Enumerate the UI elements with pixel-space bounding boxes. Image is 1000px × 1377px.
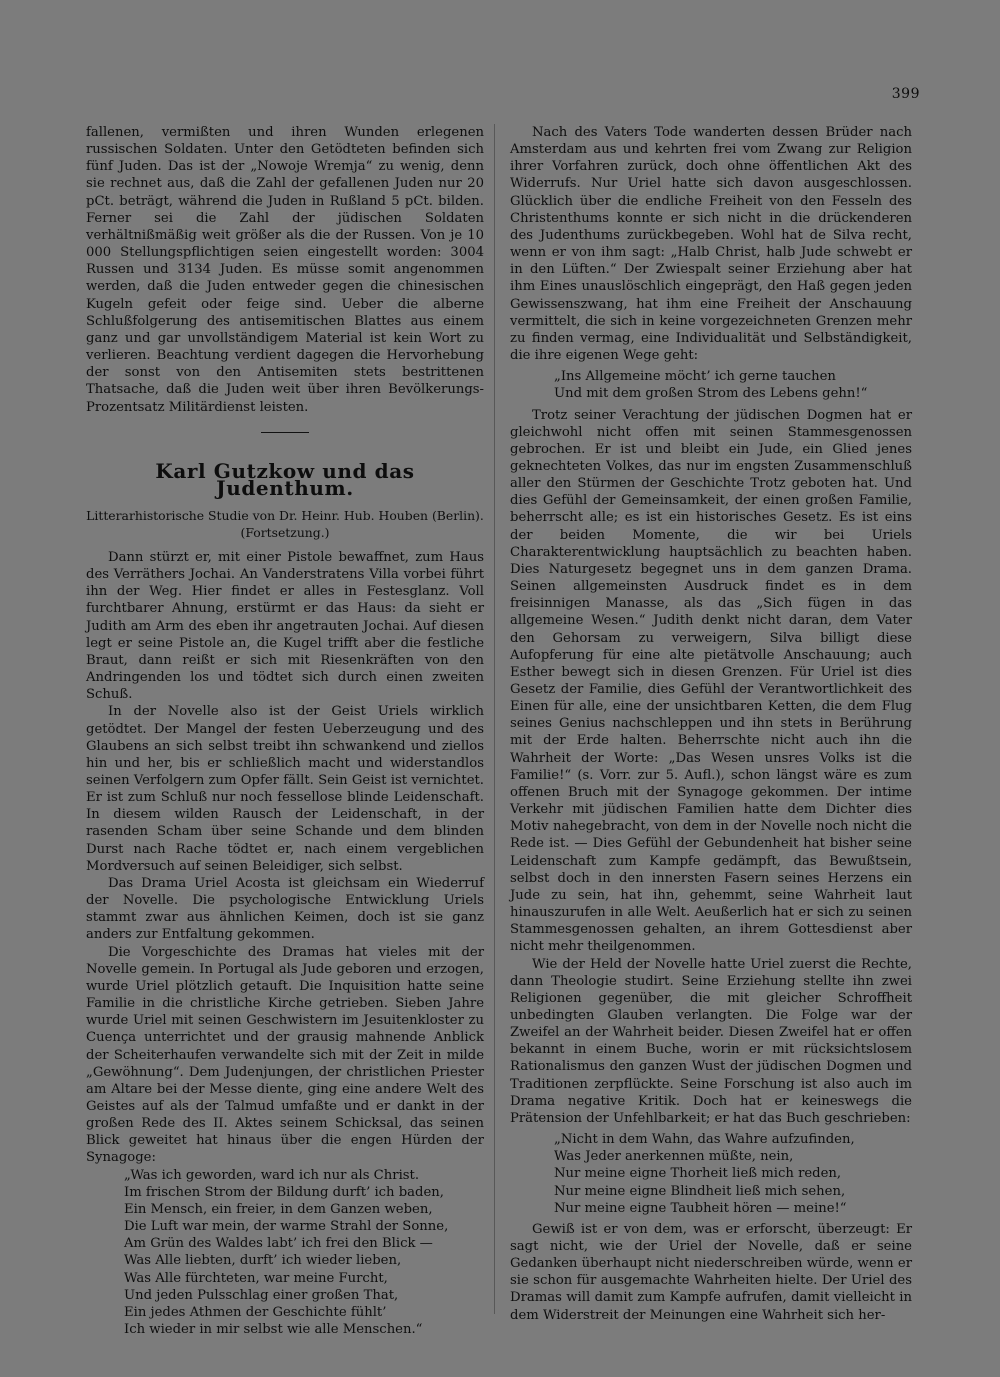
left-paragraph-4: Das Drama Uriel Acosta ist gleichsam ein Wiederruf der Novelle. Die psychologische Entwicklung Uriels stammt zwar aus ähnlichen Keimen, doch ist sie ganz anders zur Entfaltung gekommen. <box>86 875 484 943</box>
verse-line: Ein Mensch, ein freier, in dem Ganzen weben, <box>124 1201 433 1217</box>
page-number: 399 <box>891 86 920 102</box>
right-paragraph-4: Gewiß ist er von dem, was er erforscht, überzeugt: Er sagt nicht, wie der Uriel der Novelle, daß er seine Gedanken überhaupt nicht niederschreiben würde, wenn er sie schon für ausgemachte Wahrheiten hielte. Der Uriel des Dramas will damit zum Kampfe aufrufen, damit vielleicht in dem Widerstreit der Meinungen eine Wahrheit sich her- <box>510 1221 912 1323</box>
verse-line: Was Alle fürchteten, war meine Furcht, <box>124 1270 388 1286</box>
verse-line: „Ins Allgemeine möcht’ ich gerne tauchen <box>554 369 836 385</box>
left-verse-quote <box>86 1167 484 1339</box>
verse-line: Nur meine eigne Blindheit ließ mich sehen, <box>554 1183 846 1199</box>
verse-line: Am Grün des Waldes labt’ ich frei den Blick — <box>124 1236 433 1252</box>
right-paragraph-3: Wie der Held der Novelle hatte Uriel zuerst die Rechte, dann Theologie studirt. Seine Erziehung stellte ihn zwei Religionen gegenüber, die mit gleicher Schroffheit unbedingten Glauben verlangten. Die Folge war der Zweifel an der Wahrheit beider. Diesen Zweifel hat er offen bekannt in einem Buche, worin er mit rücksichtslosem Rationalismus den ganzen Wust der jüdischen Dogmen und Traditionen zerpflückte. Seine Forschung ist also auch im Drama negative Kritik. Doch hat er keineswegs die Prätension der Unfehlbarkeit; er hat das Buch geschrieben: <box>510 956 912 1126</box>
right-verse-quote-1 <box>510 368 912 402</box>
article-title: Karl Gutzkow und das Judenthum. <box>155 458 415 500</box>
left-paragraph-3: In der Novelle also ist der Geist Uriels wirklich getödtet. Der Mangel der festen Ueberzeugung und des Glaubens an sich selbst treibt ihn schwankend und ziellos hin und her, bis er schließlich macht und widerstandlos seinen Verfolgern zum Opfer fällt. Sein Geist ist vernichtet. Er ist zum Schluß nur noch fessellose blinde Leidenschaft. In diesem wilden Rausch der Leidenschaft, in der rasenden Scham über seine Schande und dem blinden Durst nach Rache tödtet er, nach einem vergeblichen Mordversuch auf seinen Beleidiger, sich selbst. <box>86 704 484 874</box>
verse-line: Im frischen Strom der Bildung durft’ ich baden, <box>124 1184 444 1200</box>
article-subtitle: Litterarhistorische Studie von Dr. Heinr. Hub. Houben (Berlin). <box>86 507 484 523</box>
verse-line: Nur meine eigne Taubheit hören — meine!“ <box>554 1200 847 1216</box>
right-verse-quote-2 <box>510 1131 912 1217</box>
verse-line: Die Luft war mein, der warme Strahl der Sonne, <box>124 1219 449 1235</box>
right-paragraph-1: Nach des Vaters Tode wanderten dessen Brüder nach Amsterdam aus und kehrten frei vom Zwang zur Religion ihrer Vorfahren zurück, doch ohne öffentlichen Akt des Widerrufs. Nur Uriel hatte sich davon ausgeschlossen. Glücklich über die endliche Freiheit von den Fesseln des Christenthums konnte er sich nicht in die drückenderen des Judenthums zurückbegeben. Wohl hat de Silva recht, wenn er von ihm sagt: „Halb Christ, halb Jude schwebt er in den Lüften.“ Der Zwiespalt seiner Erziehung aber hat ihm Eines unauslöschlich eingeprägt, den Haß gegen jeden Gewissenszwang, hat ihm eine Freiheit der Anschauung vermittelt, die sich in keine vorgezeichneten Grenzen mehr zu finden vermag, eine Individualität und Selbständigkeit, die ihre eigenen Wege geht: <box>510 125 912 364</box>
column-divider <box>494 124 495 1314</box>
left-paragraph-5: Die Vorgeschichte des Dramas hat vieles mit der Novelle gemein. In Portugal als Jude geboren und erzogen, wurde Uriel plötzlich getauft. Die Inquisition hatte seine Familie in die christliche Kirche getrieben. Sieben Jahre wurde Uriel mit seinen Geschwistern im Jesuitenkloster zu Cuença unterrichtet und der grausig mahnende Anblick der Scheiterhaufen verwandelte sich mit der Zeit in milde „Gewöhnung“. Dem Judenjungen, der christlichen Priester am Altare bei der Messe diente, ging eine andere Welt des Geistes auf als der Talmud umfaßte und er dankt in der großen Rede des II. Aktes seinem Schicksal, das seinen Blick geweitet hat hinaus über die engen Hürden der Synagoge: <box>86 944 484 1166</box>
right-column <box>510 124 912 1324</box>
article-continued-note: (Fortsetzung.) <box>240 524 330 540</box>
verse-line: Was Jeder anerkennen müßte, nein, <box>554 1149 794 1165</box>
left-paragraph-1: fallenen, vermißten und ihren Wunden erlegenen russischen Soldaten. Unter den Getödteten befinden sich fünf Juden. Das ist der „Nowoje Wremja“ zu wenig, denn sie rechnet aus, daß die Zahl der gefallenen Juden nur 20 pCt. beträgt, während die Juden in Rußland 5 pCt. bilden. Ferner sei die Zahl der jüdischen Soldaten verhältnißmäßig weit größer als die der Russen. Von je 10 000 Stellungspflichtigen seien eingestellt worden: 3004 Russen und 3134 Juden. Es müsse somit angenommen werden, daß die Juden entweder gegen die chinesischen Kugeln gefeit oder feige sind. Ueber die alberne Schlußfolgerung des antisemitischen Blattes aus einem ganz und gar unvollständigem Material ist kein Wort zu verlieren. Beachtung verdient dagegen die Hervorhebung der sonst von den Antisemiten stets bestrittenen Thatsache, daß die Juden weit über ihren Bevölkerungs-Prozentsatz Militärdienst leisten. <box>86 125 484 415</box>
verse-line: Nur meine eigne Thorheit ließ mich reden, <box>554 1166 842 1182</box>
left-paragraph-2: Dann stürzt er, mit einer Pistole bewaffnet, zum Haus des Verräthers Jochai. An Vanderstratens Villa vorbei führt ihn der Weg. Hier findet er alles in Festesglanz. Voll furchtbarer Ahnung, erstürmt er das Haus: da sieht er Judith am Arm des eben ihr angetrauten Jochai. Auf diesen legt er seine Pistole an, die Kugel trifft aber die festliche Braut, dann reißt er sich mit Riesenkräften von den Andringenden los und tödtet sich durch einen zweiten Schuß. <box>86 549 484 703</box>
section-separator <box>261 432 309 433</box>
left-column <box>86 124 484 1338</box>
verse-line: „Was ich geworden, ward ich nur als Christ. <box>124 1167 420 1183</box>
verse-line: Und jeden Pulsschlag einer großen That, <box>124 1287 399 1303</box>
verse-line: Was Alle liebten, durft’ ich wieder lieben, <box>124 1253 402 1269</box>
right-paragraph-2: Trotz seiner Verachtung der jüdischen Dogmen hat er gleichwohl nicht offen mit seinen Stammesgenossen gebrochen. Er ist und bleibt ein Jude, ein Glied jenes geknechteten Volkes, das nur im engsten Zusammenschluß aller den Stürmen der Geschichte Trotz geboten hat. Und dies Gefühl der Gemeinsamkeit, der einen großen Familie, beherrscht alle; es ist ein historisches Gesetz. Es ist eins der beiden Momente, die wir bei Uriels Charakterentwicklung hauptsächlich zu beachten haben. Dies Naturgesetz begegnet uns in dem ganzen Drama. Seinen allgemeinsten Ausdruck findet es in dem freisinnigen Manasse, als das „Sich fügen in das allgemeine Wesen.“ Judith denkt nicht daran, dem Vater den Gehorsam zu verweigern, Silva billigt diese Aufopferung für eine alte pietätvolle Anschauung; auch Esther bewegt sich in diesen Grenzen. Für Uriel ist dies Gesetz der Familie, dies Gefühl der Verantwortlichkeit des Einen für alle, eine der unsichtbaren Ketten, die dem Flug seines Genius nachschleppen und ihn stets in Berührung mit der Erde halten. Beherrschte nicht auch ihn die Wahrheit der Worte: „Das Wesen unsres Volks ist die Familie!“ (s. Vorr. zur 5. Aufl.), schon längst wäre es zum offenen Bruch mit der Synagoge gekommen. Der intime Verkehr mit jüdischen Familien hatte dem Dichter dies Motiv nahegebracht, von dem in der Novelle noch nicht die Rede ist. — Dies Gefühl der Gebundenheit hat bisher seine Leidenschaft zum Kampfe gedämpft, das Bewußtsein, selbst doch in den innersten Fasern seines Herzens ein Jude zu sein, hat ihn, gehemmt, seine Wahrheit laut hinauszurufen in alle Welt. Aeußerlich hat er sich zu seinen Stammesgenossen gehalten, an ihrem Gottesdienst aber nicht mehr theilgenommen. <box>510 407 912 955</box>
verse-line: Ich wieder in mir selbst wie alle Menschen.“ <box>124 1322 423 1337</box>
verse-line: Und mit dem großen Strom des Lebens gehn!“ <box>554 386 868 402</box>
verse-line: „Nicht in dem Wahn, das Wahre aufzufinden, <box>554 1132 855 1148</box>
verse-line: Ein jedes Athmen der Geschichte fühlt’ <box>124 1304 387 1320</box>
